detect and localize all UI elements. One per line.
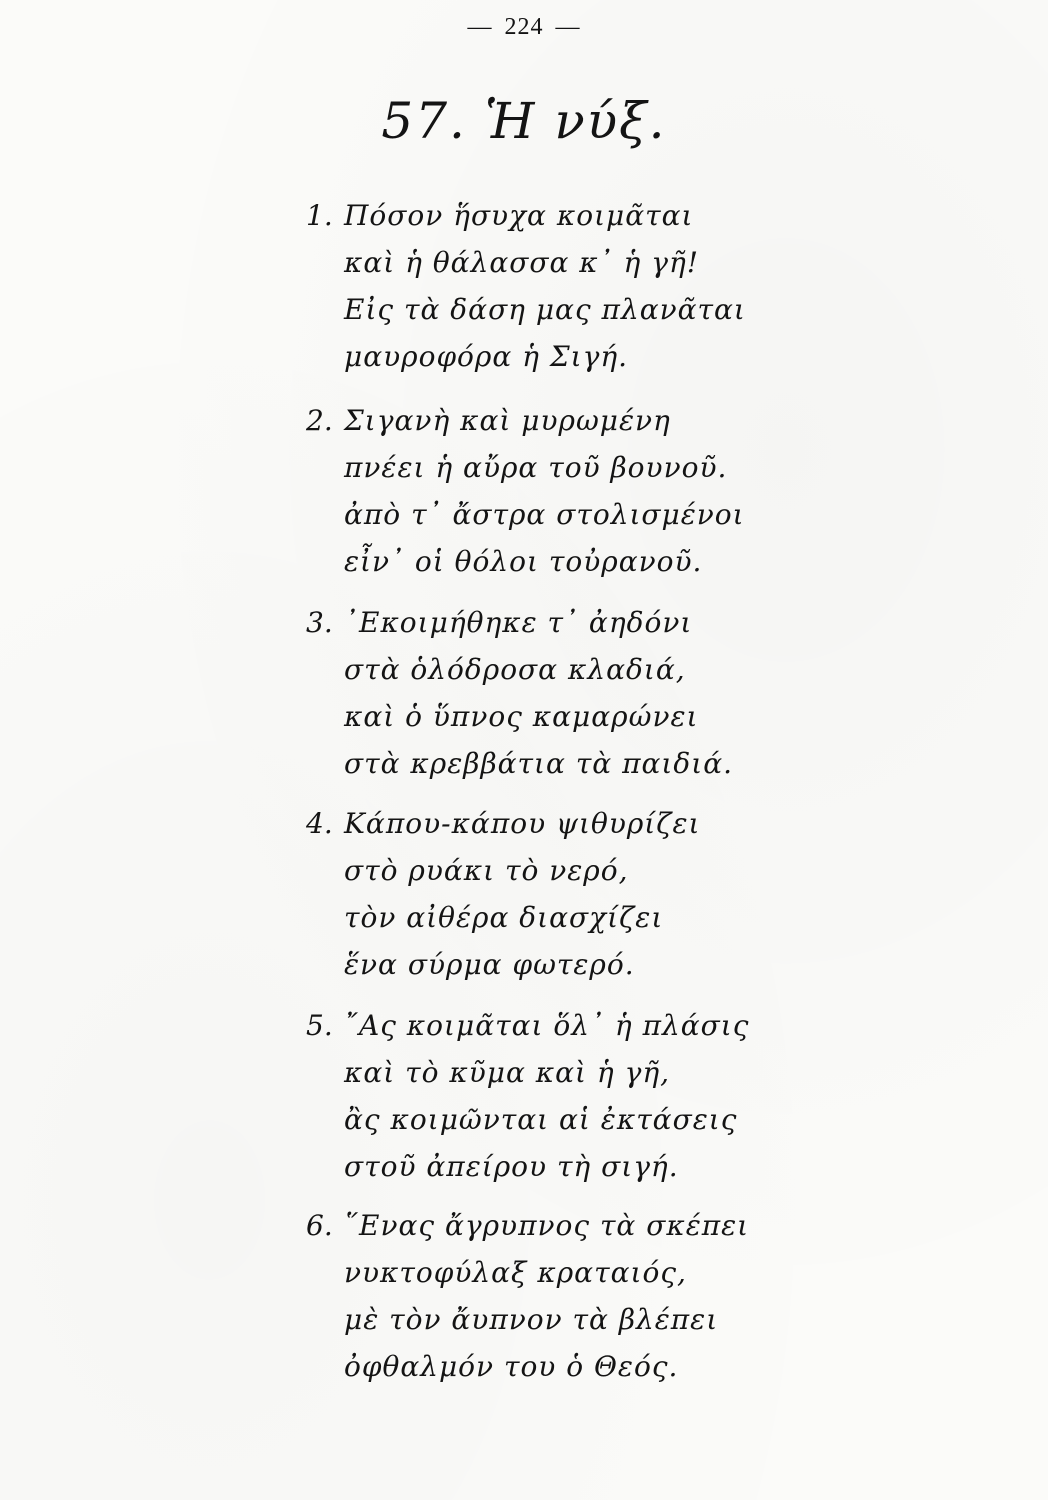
verse-line: ῎Ας κοιμᾶται ὅλ᾿ ἡ πλάσις: [344, 1009, 750, 1042]
verse-line: μὲ τὸν ἄυπνον τὰ βλέπει: [344, 1303, 719, 1336]
verse-line: καὶ ἡ θάλασσα κ᾿ ἡ γῆ!: [344, 246, 699, 279]
verse-line: στὰ κρεββάτια τὰ παιδιά.: [344, 747, 734, 780]
verse-line: εἶν᾿ οἱ θόλοι τοὐρανοῦ.: [344, 545, 703, 578]
verse-line: ὀφθαλμόν του ὁ Θεός.: [344, 1350, 679, 1383]
verse-line: πνέει ἡ αὔρα τοῦ βουνοῦ.: [344, 451, 728, 484]
dash-right: —: [555, 14, 581, 40]
verse-line: ῞Ενας ἄγρυπνος τὰ σκέπει: [344, 1209, 750, 1242]
verse-line: Σιγανὴ καὶ μυρωμένη: [344, 404, 671, 437]
verse-line: ἀπὸ τ᾿ ἄστρα στολισμένοι: [344, 498, 745, 531]
page-number: 224: [504, 14, 544, 40]
verse-line: ἕνα σύρμα φωτερό.: [344, 948, 635, 981]
stanza-number: 3.: [306, 606, 333, 639]
verse-line: Κάπου-κάπου ψιθυρίζει: [344, 807, 701, 840]
verse-line: Πόσον ἥσυχα κοιμᾶται: [344, 199, 694, 232]
verse-line: ᾿Εκοιμήθηκε τ᾿ ἀηδόνι: [344, 606, 693, 639]
stanza-number: 5.: [306, 1009, 333, 1042]
poem-title: 57. Ἡ νύξ.: [381, 92, 667, 150]
verse-line: καὶ ὁ ὕπνος καμαρώνει: [344, 700, 699, 733]
verse-line: στὸ ρυάκι τὸ νερό,: [344, 854, 629, 887]
verse-line: ἂς κοιμῶνται αἱ ἐκτάσεις: [344, 1103, 738, 1136]
stanza-number: 1.: [306, 199, 333, 232]
stanza-lines: [344, 599, 733, 787]
verse-line: μαυροφόρα ἡ Σιγή.: [344, 340, 629, 373]
stanza-lines: [344, 192, 746, 380]
page-number-header: [0, 14, 1048, 41]
stanza-lines: [344, 1002, 749, 1190]
verse-line: Εἰς τὰ δάση μας πλανᾶται: [344, 293, 746, 326]
verse-line: νυκτοφύλαξ κραταιός,: [344, 1256, 687, 1289]
dash-left: —: [467, 14, 493, 40]
stanza-number: 2.: [306, 404, 333, 437]
stanza-lines: [344, 800, 700, 988]
stanza-number: 4.: [306, 807, 333, 840]
verse-line: στοῦ ἀπείρου τὴ σιγή.: [344, 1150, 679, 1183]
stanza-number: 6.: [306, 1209, 333, 1242]
stanza-lines: [344, 397, 745, 585]
verse-line: στὰ ὁλόδροσα κλαδιά,: [344, 653, 686, 686]
stanza-lines: [344, 1202, 749, 1390]
verse-line: καὶ τὸ κῦμα καὶ ἡ γῆ,: [344, 1056, 671, 1089]
verse-line: τὸν αἰθέρα διασχίζει: [344, 901, 664, 934]
